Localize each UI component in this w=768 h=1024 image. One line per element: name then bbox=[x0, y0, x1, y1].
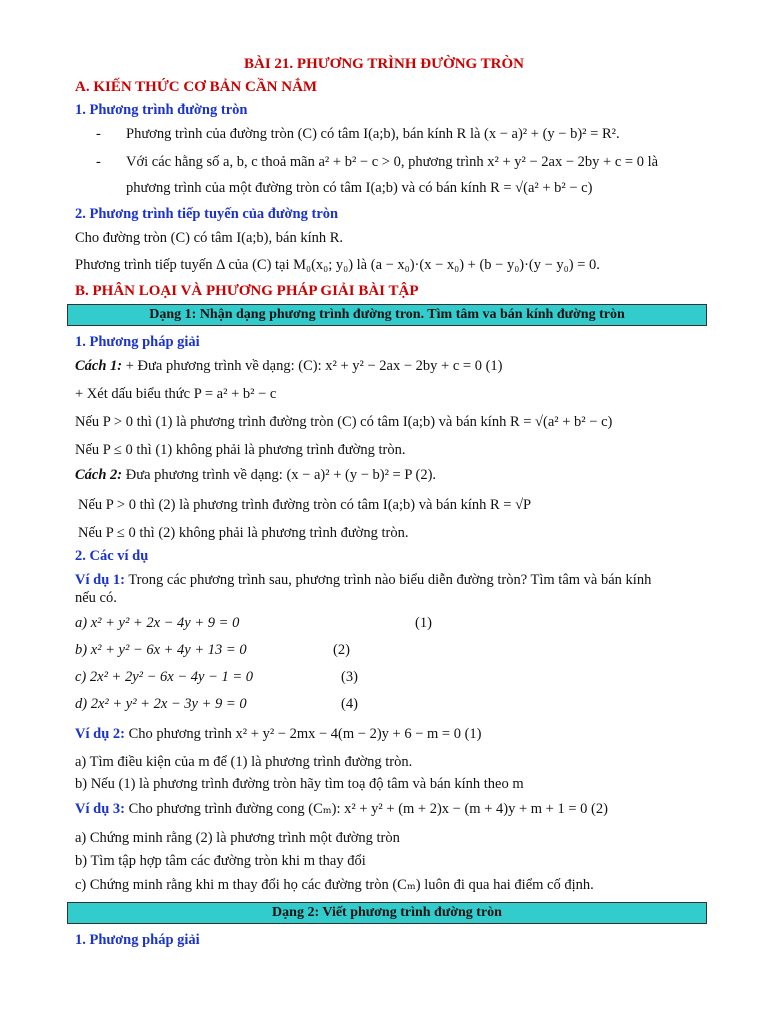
cach1-line bbox=[75, 356, 502, 376]
positive-case-line: Nếu P > 0 thì (1) là phương trình đường tròn (C) có tâm I(a;b) và bán kính R = √(a² + b² − c) bbox=[75, 414, 613, 430]
section-a-heading: A. KIẾN THỨC CƠ BẢN CẦN NẮM bbox=[75, 79, 318, 95]
example-1-label: Ví dụ 1: bbox=[75, 572, 125, 588]
bullet-general-form bbox=[96, 152, 658, 172]
cach1-text: + Đưa phương trình về dạng: (C): x² + y² − 2ax − 2by + c = 0 (1) bbox=[122, 358, 503, 374]
positive-case-line-2: Nếu P > 0 thì (2) là phương trình đường tròn có tâm I(a;b) và bán kính R = √P bbox=[78, 497, 532, 513]
example-1-line bbox=[75, 570, 651, 590]
cach2-text: Đưa phương trình về dạng: (x − a)² + (y − b)² = P (2). bbox=[122, 467, 437, 483]
example-2-part-a: a) Tìm điều kiện của m để (1) là phương trình đường tròn. bbox=[75, 754, 413, 770]
example-1-text: Trong các phương trình sau, phương trình nào biểu diễn đường tròn? Tìm tâm và bán kính bbox=[124, 572, 652, 588]
dang2-method-heading: 1. Phương pháp giải bbox=[75, 932, 200, 948]
example-3-line bbox=[75, 799, 608, 819]
subheading-circle-equation: 1. Phương trình đường tròn bbox=[75, 102, 248, 118]
page-title: BÀI 21. PHƯƠNG TRÌNH ĐƯỜNG TRÒN bbox=[243, 56, 525, 72]
section-b-heading: B. PHÂN LOẠI VÀ PHƯƠNG PHÁP GIẢI BÀI TẬP bbox=[75, 283, 419, 299]
equation-number: (3) bbox=[341, 669, 358, 685]
tangent-intro-line: Cho đường tròn (C) có tâm I(a;b), bán kính R. bbox=[75, 230, 344, 246]
cach2-label: Cách 2: bbox=[75, 467, 123, 483]
example-3-text: Cho phương trình đường cong (Cₘ): x² + y² + (m + 2)x − (m + 4)y + m + 1 = 0 (2) bbox=[124, 801, 608, 817]
cach2-line bbox=[75, 465, 436, 485]
equation: c) 2x² + 2y² − 6x − 4y − 1 = 0 bbox=[75, 669, 254, 685]
example-2-text: Cho phương trình x² + y² − 2mx − 4(m − 2)y + 6 − m = 0 (1) bbox=[124, 726, 482, 742]
bullet-text: Với các hằng số a, b, c thoả mãn a² + b² − c > 0, phương trình x² + y² − 2ax − 2by + c = 0 là bbox=[126, 154, 659, 170]
example-3-part-c: c) Chứng minh rằng khi m thay đổi họ các đường tròn (Cₘ) luôn đi qua hai điểm cố định. bbox=[75, 877, 594, 893]
equation-number: (1) bbox=[415, 615, 432, 631]
example-1-line-2: nếu có. bbox=[75, 590, 117, 606]
example-1-item bbox=[75, 667, 358, 687]
example-3-label: Ví dụ 3: bbox=[75, 801, 125, 817]
bullet-dash: - bbox=[96, 126, 101, 142]
dang1-method-heading: 1. Phương pháp giải bbox=[75, 334, 200, 350]
example-1-item bbox=[75, 640, 350, 660]
equation: d) 2x² + y² + 2x − 3y + 9 = 0 bbox=[75, 696, 247, 712]
example-2-line bbox=[75, 724, 482, 744]
examples-heading: 2. Các ví dụ bbox=[75, 548, 149, 564]
example-2-part-b: b) Nếu (1) là phương trình đường tròn hãy tìm toạ độ tâm và bán kính theo m bbox=[75, 776, 524, 792]
example-3-part-b: b) Tìm tập hợp tâm các đường tròn khi m thay đổi bbox=[75, 853, 366, 869]
example-2-label: Ví dụ 2: bbox=[75, 726, 125, 742]
example-1-item bbox=[75, 694, 358, 714]
example-1-item bbox=[75, 613, 432, 633]
bullet-general-form-continued: phương trình của một đường tròn có tâm I(a;b) và có bán kính R = √(a² + b² − c) bbox=[126, 180, 593, 196]
bullet-dash: - bbox=[96, 154, 101, 170]
equation: b) x² + y² − 6x + 4y + 13 = 0 bbox=[75, 642, 247, 658]
equation-number: (4) bbox=[341, 696, 358, 712]
negative-case-line: Nếu P ≤ 0 thì (1) không phải là phương trình đường tròn. bbox=[75, 442, 406, 458]
tangent-formula-line: Phương trình tiếp tuyến Δ của (C) tại M₀(x₀; y₀) là (a − x₀)·(x − x₀) + (b − y₀)·(y − y₀) = 0. bbox=[75, 257, 600, 273]
example-3-part-a: a) Chứng minh rằng (2) là phương trình một đường tròn bbox=[75, 830, 400, 846]
equation: a) x² + y² + 2x − 4y + 9 = 0 bbox=[75, 615, 240, 631]
equation-number: (2) bbox=[333, 642, 350, 658]
cach1-label: Cách 1: bbox=[75, 358, 123, 374]
subheading-tangent-equation: 2. Phương trình tiếp tuyến của đường tròn bbox=[75, 206, 339, 222]
negative-case-line-2: Nếu P ≤ 0 thì (2) không phải là phương trình đường tròn. bbox=[78, 525, 409, 541]
dang1-banner: Dạng 1: Nhận dạng phương trình đường tron. Tìm tâm va bán kính đường tròn bbox=[67, 304, 707, 326]
bullet-text: Phương trình của đường tròn (C) có tâm I(a;b), bán kính R là (x − a)² + (y − b)² = R². bbox=[126, 126, 620, 142]
bullet-circle-equation bbox=[96, 124, 620, 144]
dang2-banner: Dạng 2: Viết phương trình đường tròn bbox=[67, 902, 707, 924]
sign-check-line: + Xét dấu biểu thức P = a² + b² − c bbox=[75, 386, 277, 402]
